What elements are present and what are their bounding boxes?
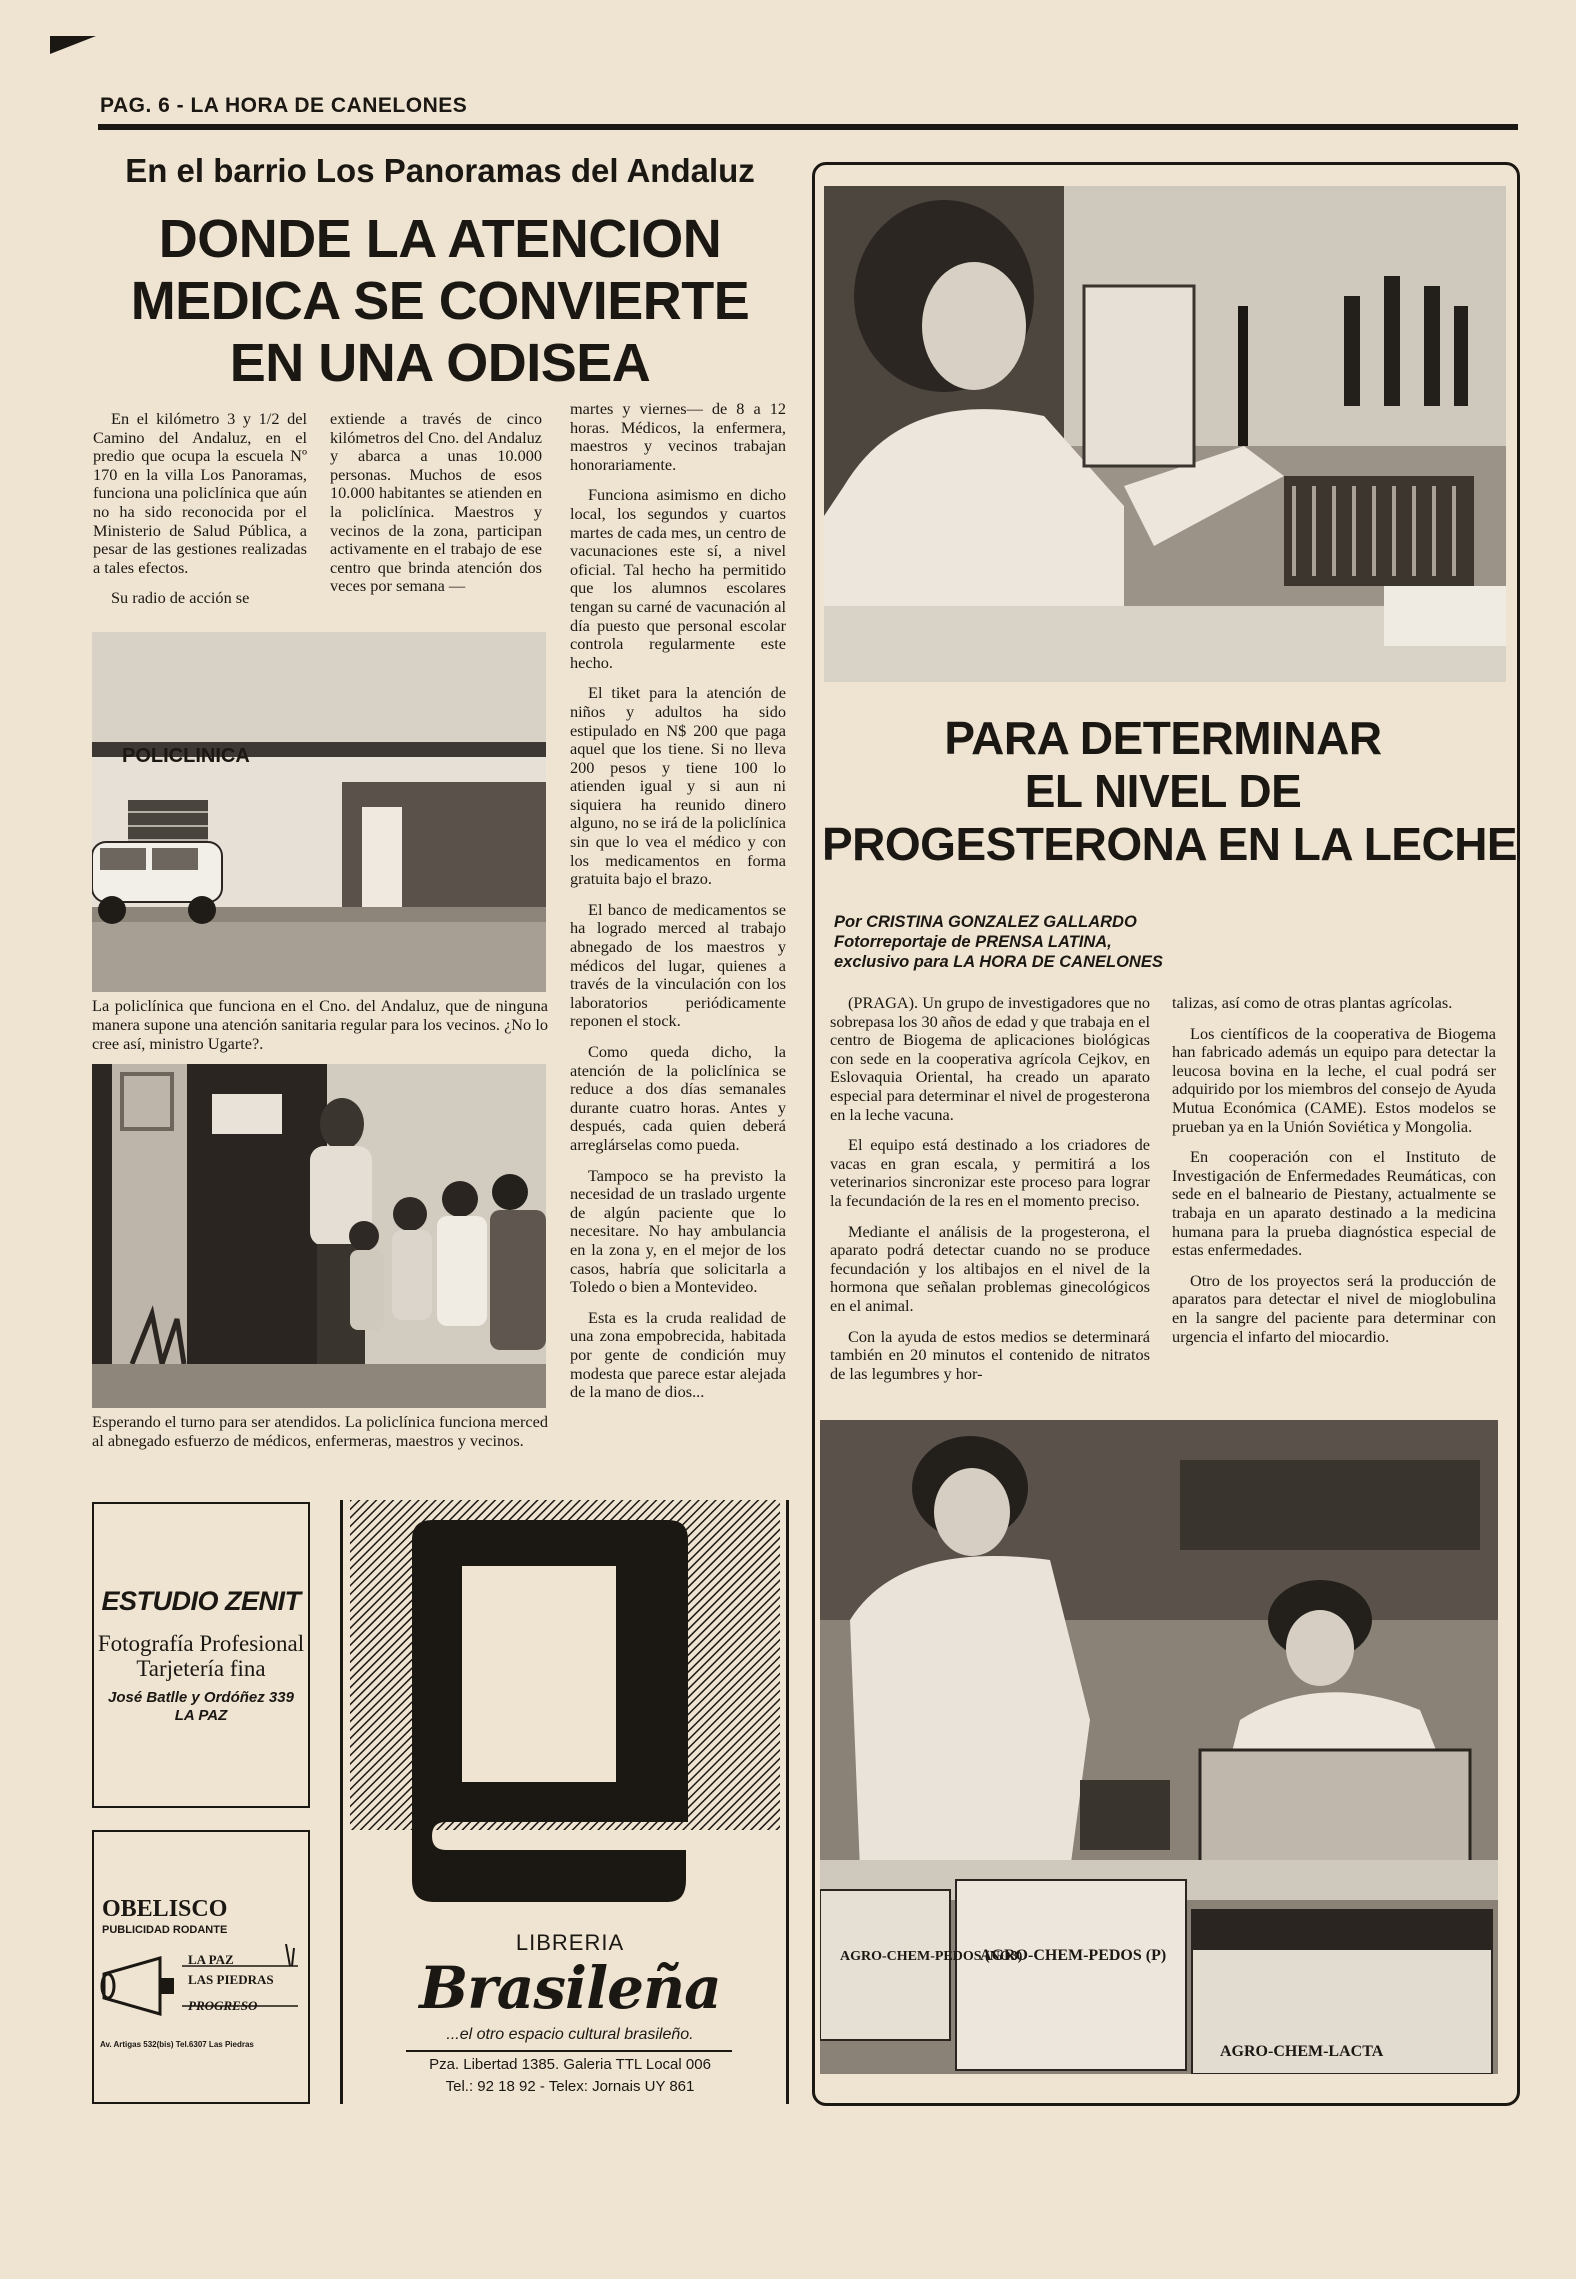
article1-kicker: En el barrio Los Panoramas del Andaluz (125, 152, 755, 189)
article2-headline (822, 712, 1518, 871)
obelisco-subtitle: PUBLICIDAD RODANTE (102, 1924, 228, 1936)
book-logo-icon (350, 1500, 780, 1930)
paragraph: Los científicos de la cooperativa de Biogema han fabricado además un equipo para detectar la leucosa bovina en la leche, el cual podrá ser adquirido por los miembros del consejo de Ayuda Mutua Económica (CAME). Estos modelos se prueban ya en la Unión Soviética y Mongolia. (1172, 1023, 1496, 1136)
policlinica-photo (92, 632, 546, 992)
obelisco-address: Av. Artigas 532(bis) Tel.6307 Las Piedras (100, 2040, 254, 2049)
paragraph: martes y viernes— de 8 a 12 horas. Médicos, la enfermera, maestros y vecinos trabajan honorariamente. (570, 399, 786, 474)
zenit-city: LA PAZ (174, 1707, 228, 1724)
paragraph: Otro de los proyectos será la producción de aparatos para detectar el nivel de mioglobulina en la sangre del paciente para determinar con urgencia el infarto del miocardio. (1172, 1270, 1496, 1346)
headline-line-2: MEDICA SE CONVIERTE (130, 271, 750, 331)
paragraph: extiende a través de cinco kilómetros del Cno. del Andaluz y abarca a unas 10.000 personas. Muchos de esos 10.000 habitantes se atienden en la policlínica. Maestros y vecinos de la zona, participan activamente en el trabajo de ese centro que brinda atención dos veces por semana — (330, 409, 542, 596)
headline-line-2: EL NIVEL DE (1024, 765, 1302, 817)
paragraph: Funciona asimismo en dicho local, los segundos y cuartos martes de cada mes, un centro de vacunaciones este sí, a nivel oficial. Tal hecho ha permitido que los alumnos escolares tengan su carné de vacunación al día puesto que personal escolar controla regularmente este hecho. (570, 485, 786, 672)
paragraph: Como queda dicho, la atención de la policlínica se reduce a dos días semanales durante cuatro horas. Antes y después, cada quien deberá arreglárselas como pueda. (570, 1042, 786, 1154)
obelisco-place-2: LAS PIEDRAS (188, 1972, 274, 1987)
photo1-caption: La policlínica que funciona en el Cno. del Andaluz, que de ninguna manera supone una atención sanitaria regular para los vecinos. ¿No lo cree así, ministro Ugarte?. (92, 996, 548, 1053)
byline-author: Por CRISTINA GONZALEZ GALLARDO (834, 913, 1137, 931)
byline-exclusive: exclusivo para LA HORA DE CANELONES (834, 953, 1163, 971)
obelisco-title: OBELISCO (102, 1896, 228, 1922)
article2-byline (834, 912, 1494, 972)
header-rule (98, 124, 1518, 130)
box-label-3: AGRO-CHEM-LACTA (1220, 2043, 1384, 2060)
paragraph: El tiket para la atención de niños y adultos ha sido estipulado en N$ 200 que paga aquel que los tiene. Si no lleva 200 pesos y tiene 100 lo atienden igual y si aun ni siquiera ha reunido dinero alguno, no se irá de la policlínica sin que lo vea el médico y con los medicamentos en forma gratuita bajo el brazo. (570, 683, 786, 889)
headline-line-1: PARA DETERMINAR (944, 712, 1382, 764)
headline-line-3: EN UNA ODISEA (229, 333, 651, 393)
page-header: PAG. 6 - LA HORA DE CANELONES (100, 94, 468, 117)
headline-line-1: DONDE LA ATENCION (158, 209, 722, 269)
paragraph: talizas, así como de otras plantas agrícolas. (1172, 993, 1453, 1012)
ad-estudio-zenit (92, 1502, 310, 1808)
article1-column-1 (93, 410, 307, 620)
ad-libreria-brasilena (350, 1500, 780, 2104)
column-rule (340, 1500, 343, 2104)
policlinica-sign: POLICLINICA (122, 745, 250, 767)
zenit-line-1: Fotografía Profesional (97, 1631, 305, 1656)
box-label-1: AGRO-CHEM-PEDOS (NO3) (840, 1949, 1023, 1964)
corner-mark (50, 36, 96, 54)
article1-headline (100, 208, 780, 394)
zenit-line-2: Tarjetería fina (136, 1656, 266, 1681)
zenit-address: José Batlle y Ordóñez 339 (108, 1689, 294, 1706)
libreria-tagline: ...el otro espacio cultural brasileño. (446, 2026, 694, 2043)
paragraph: Esta es la cruda realidad de una zona empobrecida, habitada por gente de condición muy modesta que parece estar alejada de la mano de dios... (570, 1307, 786, 1402)
photo2-caption: Esperando el turno para ser atendidos. La policlínica funciona merced al abnegado esfuerzo de médicos, enfermeras, maestros y vecinos. (92, 1412, 548, 1450)
box-label-2: AGRO-CHEM-PEDOS (P) (980, 1947, 1167, 1964)
paragraph: Mediante el análisis de la progesterona, el aparato podrá detectar cuando no se produce fecundación y los altibajos en el nivel de la hormona que señalan problemas ginecológicos en el animal. (830, 1221, 1150, 1315)
paragraph: En el kilómetro 3 y 1/2 del Camino del Andaluz, en el predio que ocupa la escuela Nº 170 en la villa Los Panoramas, funciona una policlínica que aún no ha sido reconocida por el Ministerio de Salud Pública, a pesar de las gestiones realizadas a tales efectos. (93, 409, 307, 577)
libreria-address: Pza. Libertad 1385. Galeria TTL Local 006 (429, 2056, 711, 2073)
lab-pipette-photo (824, 186, 1506, 682)
paragraph: Tampoco se ha previsto la necesidad de un traslado urgente de algún paciente que lo necesitare. No hay ambulancia en la zona y, en el mejor de los casos, habría que solicitarla a Toledo o bien a Montevideo. (570, 1165, 786, 1297)
waiting-room-photo (92, 1064, 546, 1408)
ad-obelisco (92, 1830, 310, 2104)
article1-column-3 (570, 400, 786, 1414)
article2-column-1 (830, 994, 1150, 1395)
paragraph: El equipo está destinado a los criadores de vacas en gran escala, y permitirá a los veterinarios sincronizar este proceso para lograr la fecundación de la res en el momento preciso. (830, 1135, 1150, 1210)
libreria-rule (406, 2050, 732, 2052)
lab-technicians-photo (820, 1420, 1498, 2074)
column-rule (786, 1500, 789, 2104)
zenit-title: ESTUDIO ZENIT (101, 1586, 301, 1616)
headline-line-3: PROGESTERONA EN LA LECHE (822, 818, 1518, 870)
libreria-phone: Tel.: 92 18 92 - Telex: Jornais UY 861 (445, 2078, 695, 2095)
obelisco-place-3: PROGRESO (188, 1998, 258, 2013)
libreria-name: Brasileña (419, 1954, 721, 2022)
paragraph: En cooperación con el Instituto de Investigación de Enfermedades Reumáticas, con sede en el balneario de Piestany, actualmente se trabaja en un aparato destinado a la medicina humana para la prueba diagnóstica especial de estas enfermedades. (1172, 1147, 1496, 1260)
paragraph: (PRAGA). Un grupo de investigadores que no sobrepasa los 30 años de edad y que trabaja en el centro de Biogema de aplicaciones biológicas con sede en la cooperativa agrícola Cejkov, en Eslovaquia Oriental, ha creado un aparato especial para determinar el nivel de progesterona en la leche vacuna. (830, 993, 1150, 1124)
paragraph: Con la ayuda de estos medios se determinará también en 20 minutos el contenido de nitratos de las legumbres y hor- (830, 1326, 1150, 1383)
paragraph: Su radio de acción se (111, 588, 250, 608)
libreria-label: LIBRERIA (515, 1930, 625, 1955)
article1-column-2 (330, 410, 542, 608)
article2-column-2 (1172, 994, 1496, 1358)
byline-photo-credit: Fotorreportaje de PRENSA LATINA, (834, 933, 1112, 951)
paragraph: El banco de medicamentos se ha logrado merced al trabajo abnegado de los maestros y médicos del lugar, quienes a través de la vinculación con los laboratorios periódicamente reponen el stock. (570, 899, 786, 1031)
obelisco-place-1: LA PAZ (188, 1952, 234, 1967)
